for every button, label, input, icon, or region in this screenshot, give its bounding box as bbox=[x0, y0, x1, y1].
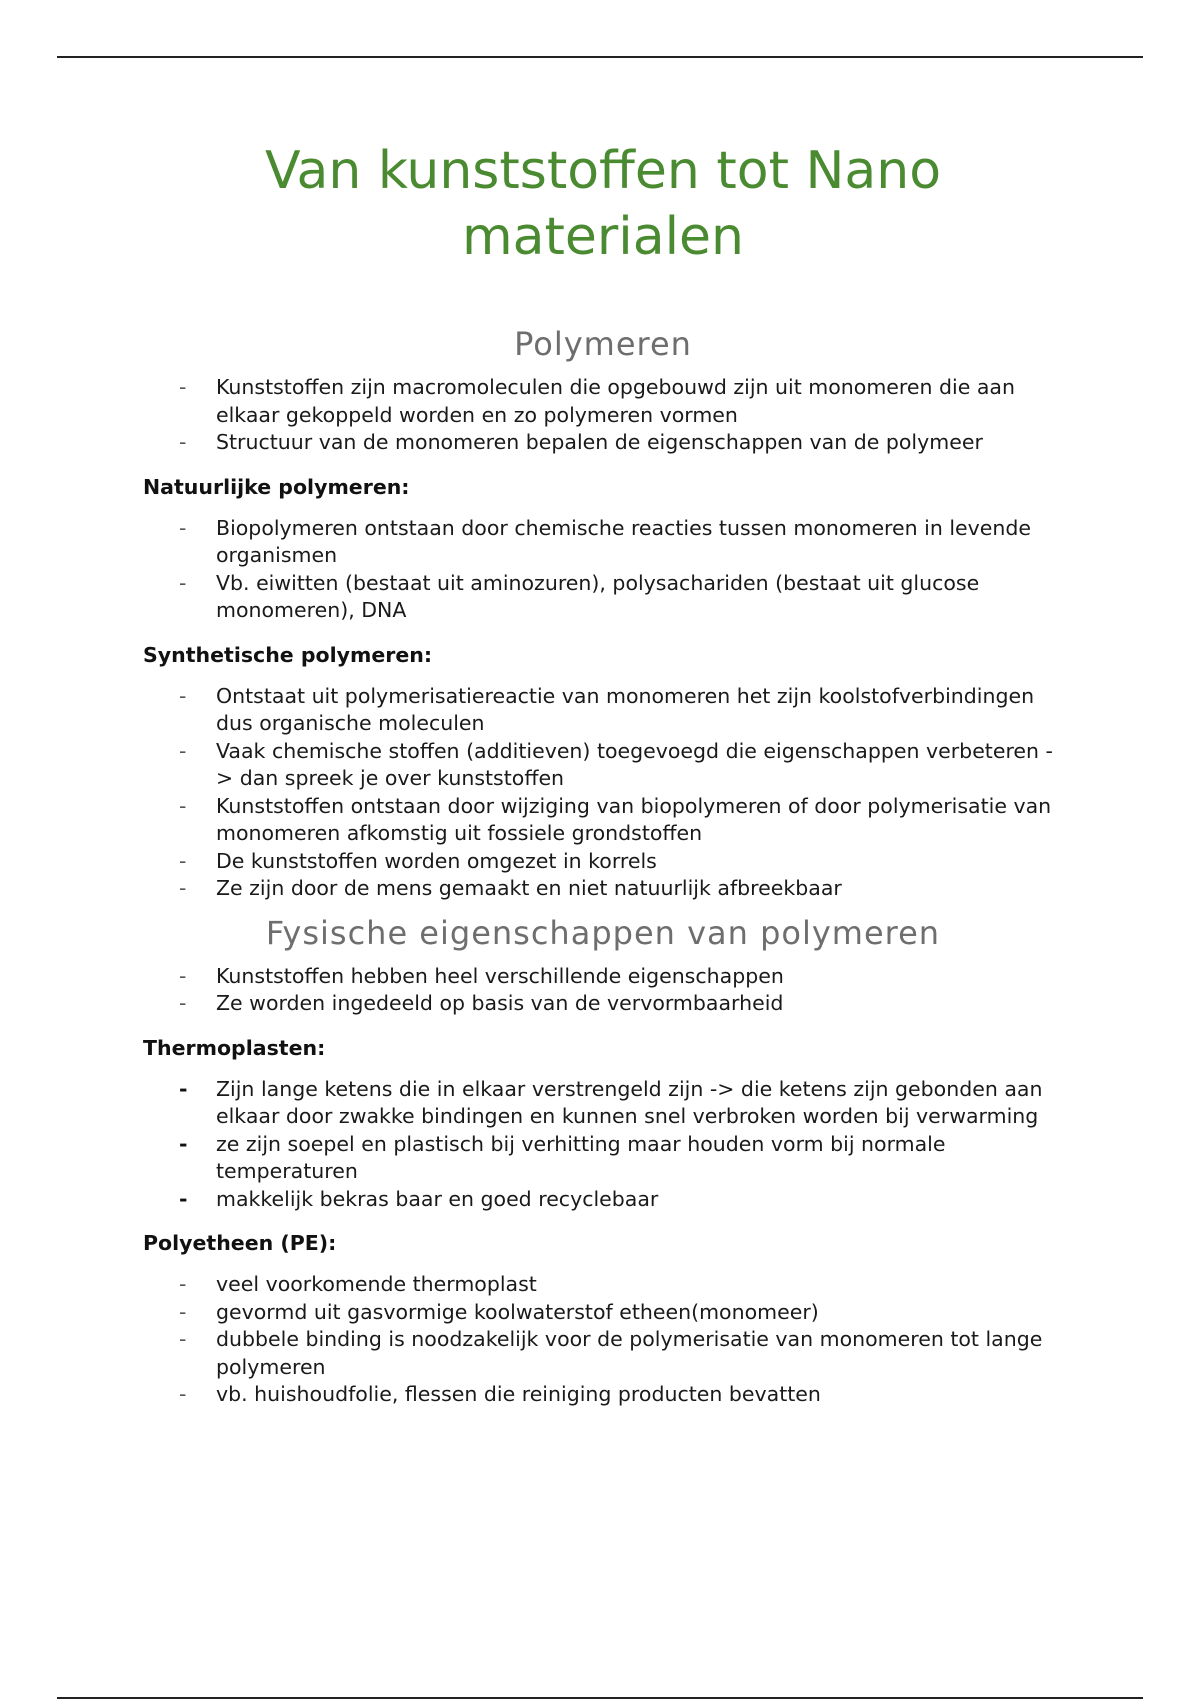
list-item: - Ontstaat uit polymerisatiereactie van monomeren het zijn koolstofverbindingen dus organische moleculen bbox=[179, 683, 1035, 735]
bullet-dash: - bbox=[179, 1327, 187, 1351]
bullet-dash: - bbox=[179, 1131, 188, 1156]
list-item: - dubbele binding is noodzakelijk voor de polymerisatie van monomeren tot lange polymeren bbox=[179, 1327, 1043, 1379]
document-title: Van kunststoffen tot Nano materialen bbox=[264, 141, 942, 267]
list-item: - Kunststoffen zijn macromoleculen die opgebouwd zijn uit monomeren die aan elkaar gekoppeld worden en zo polymeren vormen bbox=[179, 375, 1015, 427]
list-item: - Vb. eiwitten (bestaat uit aminozuren), polysachariden (bestaat uit glucose monomeren), DNA bbox=[179, 570, 980, 622]
natuurlijke-polymeren-list bbox=[143, 515, 1063, 625]
subheading-thermoplasten: Thermoplasten: bbox=[143, 1035, 326, 1060]
list-item: - makkelijk bekras baar en goed recyclebaar bbox=[143, 1186, 1063, 1214]
bullet-dash: - bbox=[179, 515, 187, 540]
bullet-dash: - bbox=[179, 430, 187, 454]
subheading-natuurlijke-polymeren: Natuurlijke polymeren: bbox=[143, 474, 410, 499]
polymeren-intro-list bbox=[143, 374, 1063, 457]
list-item: - Zijn lange ketens die in elkaar verstrengeld zijn -> die ketens zijn gebonden aan elkaar door zwakke bindingen en kunnen snel verbroken worden bij verwarming bbox=[179, 1076, 1043, 1128]
subheading-synthetische-polymeren: Synthetische polymeren: bbox=[143, 642, 433, 667]
list-item: - Ze worden ingedeeld op basis van de vervormbaarheid bbox=[143, 990, 1063, 1018]
bullet-dash: - bbox=[179, 963, 187, 988]
list-item: - De kunststoffen worden omgezet in korrels bbox=[143, 848, 1063, 876]
list-item: - veel voorkomende thermoplast bbox=[143, 1271, 1063, 1299]
bullet-dash: - bbox=[179, 1272, 187, 1296]
list-item: - Structuur van de monomeren bepalen de eigenschappen van de polymeer bbox=[143, 429, 1063, 457]
bullet-dash: - bbox=[179, 683, 187, 708]
document-body bbox=[143, 138, 1063, 1409]
bullet-dash: - bbox=[179, 991, 187, 1015]
list-item: - gevormd uit gasvormige koolwaterstof etheen(monomeer) bbox=[143, 1299, 1063, 1327]
bottom-rule bbox=[57, 1697, 1143, 1699]
bullet-dash: - bbox=[179, 375, 187, 399]
bullet-dash: - bbox=[179, 1076, 188, 1101]
list-item: - Biopolymeren ontstaan door chemische reacties tussen monomeren in levende organismen bbox=[179, 515, 1032, 567]
list-item: - Kunststoffen hebben heel verschillende eigenschappen bbox=[143, 963, 1063, 991]
bullet-dash: - bbox=[179, 1186, 188, 1211]
bullet-dash: - bbox=[179, 793, 187, 818]
bullet-dash: - bbox=[179, 876, 187, 900]
polyetheen-list bbox=[143, 1271, 1063, 1409]
bullet-dash: - bbox=[179, 1382, 187, 1406]
heading-fysische-eigenschappen: Fysische eigenschappen van polymeren bbox=[265, 913, 941, 952]
bullet-dash: - bbox=[179, 570, 187, 595]
synthetische-polymeren-list bbox=[143, 683, 1063, 903]
list-item: - Ze zijn door de mens gemaakt en niet natuurlijk afbreekbaar bbox=[143, 875, 1063, 903]
bullet-dash: - bbox=[179, 1299, 187, 1324]
heading-polymeren: Polymeren bbox=[514, 325, 692, 363]
list-item: - Vaak chemische stoffen (additieven) toegevoegd die eigenschappen verbeteren -> dan spreek je over kunststoffen bbox=[179, 738, 1053, 790]
bullet-dash: - bbox=[179, 738, 187, 763]
list-item: - ze zijn soepel en plastisch bij verhitting maar houden vorm bij normale temperaturen bbox=[179, 1131, 946, 1183]
list-item: - vb. huishoudfolie, flessen die reiniging producten bevatten bbox=[143, 1381, 1063, 1409]
bullet-dash: - bbox=[179, 848, 187, 873]
top-rule bbox=[57, 56, 1143, 58]
subheading-polyetheen: Polyetheen (PE): bbox=[143, 1231, 337, 1255]
list-item: - Kunststoffen ontstaan door wijziging van biopolymeren of door polymerisatie van monomeren afkomstig uit fossiele grondstoffen bbox=[179, 793, 1052, 845]
fysisch-intro-list bbox=[143, 963, 1063, 1018]
thermoplasten-list bbox=[143, 1076, 1063, 1214]
